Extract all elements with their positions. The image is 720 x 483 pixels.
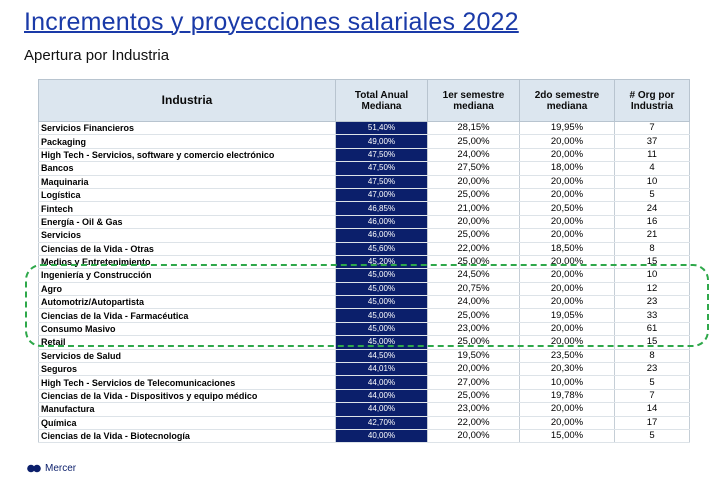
table-row	[39, 215, 690, 228]
table-row	[39, 336, 690, 349]
industry-name-cell: Manufactura	[39, 403, 336, 416]
total-anual-cell: 42,70%	[336, 416, 428, 429]
total-anual-cell: 46,85%	[336, 202, 428, 215]
industry-name-cell: Servicios Financieros	[39, 122, 336, 135]
table-row	[39, 148, 690, 161]
table-row	[39, 389, 690, 402]
table-row	[39, 416, 690, 429]
table-row	[39, 242, 690, 255]
total-anual-cell: 44,50%	[336, 349, 428, 362]
org-count-cell: 15	[615, 336, 690, 349]
table-row	[39, 322, 690, 335]
org-count-cell: 17	[615, 416, 690, 429]
column-header-total: Total Anual Mediana	[336, 80, 428, 122]
segundo-semestre-cell: 20,00%	[520, 148, 615, 161]
total-anual-cell: 44,00%	[336, 403, 428, 416]
primer-semestre-cell: 20,00%	[428, 429, 520, 442]
table-row	[39, 403, 690, 416]
org-count-cell: 23	[615, 363, 690, 376]
total-anual-cell: 45,00%	[336, 296, 428, 309]
primer-semestre-cell: 23,00%	[428, 322, 520, 335]
org-count-cell: 10	[615, 175, 690, 188]
segundo-semestre-cell: 10,00%	[520, 376, 615, 389]
total-anual-cell: 44,01%	[336, 363, 428, 376]
total-anual-cell: 44,00%	[336, 376, 428, 389]
mercer-logo	[27, 463, 76, 474]
industry-name-cell: High Tech - Servicios de Telecomunicaciones	[39, 376, 336, 389]
segundo-semestre-cell: 20,00%	[520, 215, 615, 228]
industry-name-cell: Bancos	[39, 162, 336, 175]
primer-semestre-cell: 22,00%	[428, 242, 520, 255]
segundo-semestre-cell: 19,05%	[520, 309, 615, 322]
primer-semestre-cell: 24,50%	[428, 269, 520, 282]
industry-name-cell: Packaging	[39, 135, 336, 148]
primer-semestre-cell: 20,75%	[428, 282, 520, 295]
table-row	[39, 269, 690, 282]
mercer-logo-text: Mercer	[45, 463, 77, 474]
primer-semestre-cell: 24,00%	[428, 296, 520, 309]
segundo-semestre-cell: 20,00%	[520, 282, 615, 295]
segundo-semestre-cell: 19,95%	[520, 122, 615, 135]
primer-semestre-cell: 23,00%	[428, 403, 520, 416]
org-count-cell: 5	[615, 429, 690, 442]
table-row	[39, 202, 690, 215]
table-row	[39, 229, 690, 242]
primer-semestre-cell: 19,50%	[428, 349, 520, 362]
industry-name-cell: Ciencias de la Vida - Biotecnología	[39, 429, 336, 442]
org-count-cell: 14	[615, 403, 690, 416]
org-count-cell: 16	[615, 215, 690, 228]
org-count-cell: 10	[615, 269, 690, 282]
total-anual-cell: 45,00%	[336, 336, 428, 349]
total-anual-cell: 45,60%	[336, 242, 428, 255]
total-anual-cell: 46,00%	[336, 215, 428, 228]
org-count-cell: 23	[615, 296, 690, 309]
org-count-cell: 24	[615, 202, 690, 215]
table-row	[39, 376, 690, 389]
total-anual-cell: 47,00%	[336, 188, 428, 201]
industry-name-cell: Seguros	[39, 363, 336, 376]
segundo-semestre-cell: 20,00%	[520, 135, 615, 148]
industry-name-cell: Retail	[39, 336, 336, 349]
total-anual-cell: 45,20%	[336, 255, 428, 268]
primer-semestre-cell: 20,00%	[428, 215, 520, 228]
org-count-cell: 33	[615, 309, 690, 322]
page-title: Incrementos y proyecciones salariales 2022	[24, 8, 519, 36]
industry-name-cell: Automotriz/Autopartista	[39, 296, 336, 309]
total-anual-cell: 45,00%	[336, 322, 428, 335]
column-header-industria: Industria	[39, 80, 336, 122]
industry-name-cell: High Tech - Servicios, software y comercio electrónico	[39, 148, 336, 161]
table-row	[39, 255, 690, 268]
mercer-logo-icon	[27, 464, 41, 473]
total-anual-cell: 45,00%	[336, 269, 428, 282]
industry-name-cell: Agro	[39, 282, 336, 295]
org-count-cell: 37	[615, 135, 690, 148]
primer-semestre-cell: 25,00%	[428, 336, 520, 349]
column-header-org-count: # Org por Industria	[615, 80, 690, 122]
total-anual-cell: 45,00%	[336, 309, 428, 322]
industry-name-cell: Ciencias de la Vida - Farmacéutica	[39, 309, 336, 322]
segundo-semestre-cell: 20,00%	[520, 269, 615, 282]
org-count-cell: 5	[615, 376, 690, 389]
segundo-semestre-cell: 20,00%	[520, 255, 615, 268]
segundo-semestre-cell: 20,50%	[520, 202, 615, 215]
segundo-semestre-cell: 23,50%	[520, 349, 615, 362]
table-row	[39, 296, 690, 309]
primer-semestre-cell: 20,00%	[428, 175, 520, 188]
primer-semestre-cell: 22,00%	[428, 416, 520, 429]
segundo-semestre-cell: 20,00%	[520, 322, 615, 335]
total-anual-cell: 46,00%	[336, 229, 428, 242]
industry-name-cell: Ciencias de la Vida - Dispositivos y equipo médico	[39, 389, 336, 402]
primer-semestre-cell: 25,00%	[428, 255, 520, 268]
industry-name-cell: Maquinaria	[39, 175, 336, 188]
table-row	[39, 349, 690, 362]
org-count-cell: 5	[615, 188, 690, 201]
org-count-cell: 61	[615, 322, 690, 335]
table-row	[39, 363, 690, 376]
industry-name-cell: Consumo Masivo	[39, 322, 336, 335]
segundo-semestre-cell: 18,50%	[520, 242, 615, 255]
industry-name-cell: Logística	[39, 188, 336, 201]
table-row	[39, 282, 690, 295]
table-header-row	[39, 80, 690, 122]
segundo-semestre-cell: 20,00%	[520, 336, 615, 349]
industry-name-cell: Servicios de Salud	[39, 349, 336, 362]
total-anual-cell: 45,00%	[336, 282, 428, 295]
industry-name-cell: Química	[39, 416, 336, 429]
industry-name-cell: Ingeniería y Construcción	[39, 269, 336, 282]
segundo-semestre-cell: 19,78%	[520, 389, 615, 402]
org-count-cell: 8	[615, 349, 690, 362]
primer-semestre-cell: 25,00%	[428, 309, 520, 322]
industry-name-cell: Energía - Oil & Gas	[39, 215, 336, 228]
segundo-semestre-cell: 20,00%	[520, 175, 615, 188]
table-row	[39, 122, 690, 135]
segundo-semestre-cell: 20,00%	[520, 416, 615, 429]
segundo-semestre-cell: 20,00%	[520, 296, 615, 309]
primer-semestre-cell: 20,00%	[428, 363, 520, 376]
primer-semestre-cell: 25,00%	[428, 135, 520, 148]
total-anual-cell: 40,00%	[336, 429, 428, 442]
table-row	[39, 162, 690, 175]
salary-table-container	[38, 79, 689, 446]
org-count-cell: 4	[615, 162, 690, 175]
industry-name-cell: Fintech	[39, 202, 336, 215]
primer-semestre-cell: 25,00%	[428, 229, 520, 242]
segundo-semestre-cell: 20,00%	[520, 229, 615, 242]
total-anual-cell: 44,00%	[336, 389, 428, 402]
total-anual-cell: 47,50%	[336, 148, 428, 161]
org-count-cell: 8	[615, 242, 690, 255]
org-count-cell: 15	[615, 255, 690, 268]
table-body	[39, 122, 690, 443]
org-count-cell: 21	[615, 229, 690, 242]
segundo-semestre-cell: 20,00%	[520, 403, 615, 416]
segundo-semestre-cell: 20,30%	[520, 363, 615, 376]
org-count-cell: 12	[615, 282, 690, 295]
column-header-2do-semestre: 2do semestre mediana	[520, 80, 615, 122]
column-header-1er-semestre: 1er semestre mediana	[428, 80, 520, 122]
primer-semestre-cell: 27,00%	[428, 376, 520, 389]
industry-name-cell: Ciencias de la Vida - Otras	[39, 242, 336, 255]
industry-name-cell: Medios y Entretenimiento	[39, 255, 336, 268]
total-anual-cell: 51,40%	[336, 122, 428, 135]
page-subtitle: Apertura por Industria	[24, 47, 170, 64]
table-row	[39, 429, 690, 442]
org-count-cell: 7	[615, 122, 690, 135]
primer-semestre-cell: 27,50%	[428, 162, 520, 175]
org-count-cell: 11	[615, 148, 690, 161]
table-row	[39, 175, 690, 188]
org-count-cell: 7	[615, 389, 690, 402]
primer-semestre-cell: 24,00%	[428, 148, 520, 161]
segundo-semestre-cell: 15,00%	[520, 429, 615, 442]
total-anual-cell: 47,50%	[336, 162, 428, 175]
table-row	[39, 309, 690, 322]
primer-semestre-cell: 25,00%	[428, 188, 520, 201]
primer-semestre-cell: 28,15%	[428, 122, 520, 135]
primer-semestre-cell: 21,00%	[428, 202, 520, 215]
table-row	[39, 188, 690, 201]
primer-semestre-cell: 25,00%	[428, 389, 520, 402]
total-anual-cell: 47,50%	[336, 175, 428, 188]
total-anual-cell: 49,00%	[336, 135, 428, 148]
segundo-semestre-cell: 20,00%	[520, 188, 615, 201]
salary-table	[38, 79, 690, 443]
table-row	[39, 135, 690, 148]
segundo-semestre-cell: 18,00%	[520, 162, 615, 175]
industry-name-cell: Servicios	[39, 229, 336, 242]
